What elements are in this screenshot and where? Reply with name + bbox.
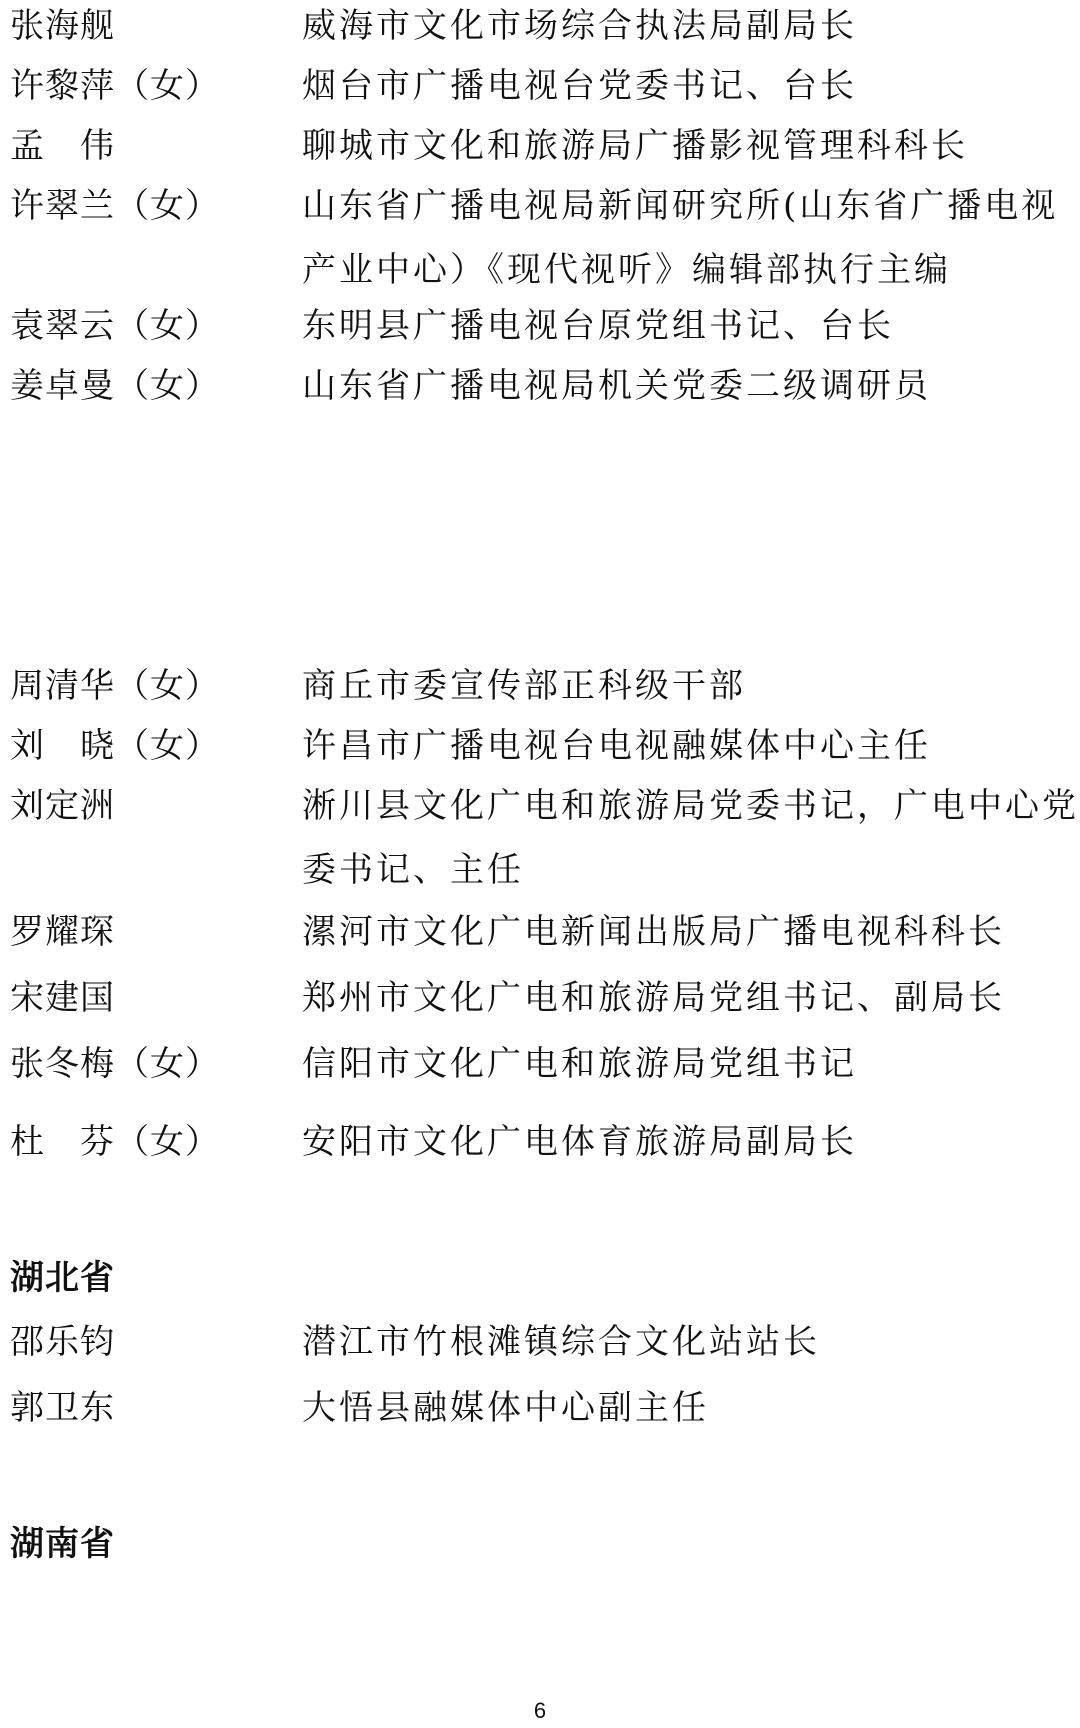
person-name: 刘 晓（女） — [10, 726, 220, 766]
person-name: 郭卫东 — [10, 1388, 115, 1428]
person-name: 刘定洲 — [10, 786, 115, 826]
list-item — [0, 910, 1080, 970]
person-name: 张冬梅（女） — [10, 1044, 220, 1084]
person-position: 安阳市文化广电体育旅游局副局长 — [302, 1122, 857, 1162]
person-position: 商丘市委宣传部正科级干部 — [302, 666, 746, 706]
list-item — [0, 364, 1080, 424]
person-position: 大悟县融媒体中心副主任 — [302, 1388, 709, 1428]
person-name: 罗耀琛 — [10, 912, 115, 952]
list-item — [0, 784, 1080, 908]
list-item — [0, 1120, 1080, 1180]
person-name: 邵乐钧 — [10, 1322, 115, 1362]
person-position-continued: 委书记、主任 — [302, 850, 524, 890]
list-item — [0, 976, 1080, 1036]
person-name: 许翠兰（女） — [10, 186, 220, 226]
list-item — [0, 304, 1080, 364]
list-item — [0, 124, 1080, 184]
person-position: 聊城市文化和旅游局广播影视管理科科长 — [302, 126, 968, 166]
list-item — [0, 724, 1080, 784]
person-name: 周清华（女） — [10, 666, 220, 706]
person-name: 宋建国 — [10, 978, 115, 1018]
person-name: 袁翠云（女） — [10, 306, 220, 346]
person-position: 信阳市文化广电和旅游局党组书记 — [302, 1044, 857, 1084]
person-position: 许昌市广播电视台电视融媒体中心主任 — [302, 726, 931, 766]
list-item — [0, 64, 1080, 124]
list-item — [0, 184, 1080, 308]
person-position: 郑州市文化广电和旅游局党组书记、副局长 — [302, 978, 1005, 1018]
person-position: 烟台市广播电视台党委书记、台长 — [302, 66, 857, 106]
person-name: 许黎萍（女） — [10, 66, 220, 106]
section-heading-hunan: 湖南省 — [10, 1524, 115, 1564]
person-position-continued: 产业中心）《现代视听》编辑部执行主编 — [302, 250, 951, 290]
person-position: 东明县广播电视台原党组书记、台长 — [302, 306, 894, 346]
person-position: 山东省广播电视局机关党委二级调研员 — [302, 366, 931, 406]
list-item — [0, 1386, 1080, 1446]
person-position: 威海市文化市场综合执法局副局长 — [302, 6, 857, 46]
list-item — [0, 664, 1080, 724]
person-name: 孟 伟 — [10, 126, 115, 166]
person-position: 潜江市竹根滩镇综合文化站站长 — [302, 1322, 820, 1362]
list-item — [0, 4, 1080, 64]
section-heading-hubei: 湖北省 — [10, 1258, 115, 1298]
list-item — [0, 1320, 1080, 1380]
person-position: 漯河市文化广电新闻出版局广播电视科科长 — [302, 912, 1005, 952]
list-item — [0, 1042, 1080, 1102]
person-position: 淅川县文化广电和旅游局党委书记，广电中心党 — [302, 786, 1079, 826]
person-name: 张海舰 — [10, 6, 115, 46]
person-name: 姜卓曼（女） — [10, 366, 220, 406]
page-number: 6 — [533, 1698, 547, 1723]
person-name: 杜 芬（女） — [10, 1122, 220, 1162]
person-position: 山东省广播电视局新闻研究所(山东省广播电视 — [302, 186, 1059, 226]
